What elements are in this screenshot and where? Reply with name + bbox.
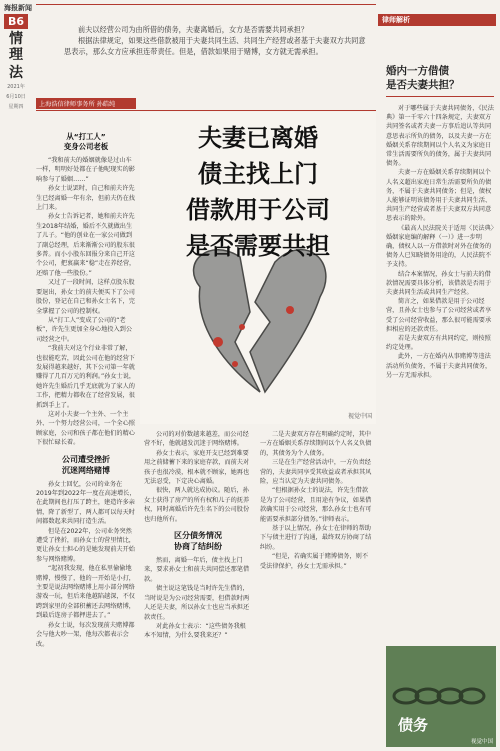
article-paragraph: 三是在生产经营活动中，一方负责经营的，夫妻共同享受其收益或者承担其风险，应当认定为夫妻共同债务。: [260, 459, 372, 486]
hero-illustration: [140, 112, 376, 424]
article-paragraph: “我和前夫的婚姻就像是过山车一样，明明好处都在子他呢现实的影响参与了婚姻……”: [36, 157, 135, 183]
sidebar-paragraph: 简言之，如果借款是用于公司经营，且孙女士也参与了公司经营或者享受了公司经营收益，那么很可能需要承担相应的还款责任。: [386, 298, 492, 333]
headline-line4: 是否需要共担: [186, 231, 330, 260]
article-paragraph: 但是在2022年，公司业务突然遭受了挫折，而孙女士的营里情比，更让孙女士担心的是她发现前夫开始参与网络赌博。: [36, 527, 135, 563]
article-paragraph: 二是夫妻双方存在明确约定时，其中一方在婚姻关系存续期间以个人名义负债的，其债务为个人债务。: [260, 431, 372, 457]
article-paragraph: 又过了一段时间，这样点股东股要退出，孙女士的前夫便买下了公司股份，登记在自己和孙女士名下，完全掌握了公司的控制权。: [36, 279, 135, 315]
column-tag: 律师解析: [378, 14, 496, 26]
chain-illustration: [386, 646, 496, 747]
sidebar-paragraph: 此外，一方在婚内从事赌博等违法活动所负债务，不属于夫妻共同债务，另一方无需承担。: [386, 353, 492, 379]
article-column-mid2: [260, 430, 372, 571]
article-paragraph: “我前夫对这个行业非常了解，也很能吃苦，因此公司在他的经营下发展得越来越好，其下公司第一年就赚得了几百万元的利润。”孙女士说，她许先生婚后几乎无底就为了家人的工作，把精力都收在了经营发展，很抓到手上了。: [36, 345, 136, 409]
date-day: 6月10日: [6, 94, 26, 100]
sidebar-title-line1: 婚内一方借债: [386, 65, 449, 77]
left-rail: [4, 14, 28, 111]
sidebar-rule: [386, 96, 494, 97]
sidebar-body: [386, 104, 494, 380]
article-paragraph: “起初我发现，他在私里偷偷地赌博，慢慢了，他的一开始是小打，主要是说法网络赌博上用小部分网络游戏一玩，但后来他越陷越深，不仅跨到家里的全部积蓄还去网络赌博，到最后连房子都押进去了。”: [36, 565, 135, 620]
section-title-line2: 法: [9, 65, 23, 81]
article-paragraph: 从“打工人”变成了公司的“老板”，许先生更加全身心地投入到公司经营之中。: [36, 316, 133, 343]
date-weekday: 星期四: [8, 104, 24, 110]
article-paragraph: 孙女士说罢时，自己和前夫许先生已经离婚一年有余，但前夫仍在找上门来。: [36, 185, 135, 212]
date-year: 2021年: [7, 84, 25, 90]
article-column-left: [36, 132, 136, 649]
debt-illustration: [386, 646, 496, 747]
site-mark: 海报新闻: [4, 4, 32, 12]
sidebar-title-line2: 是否夫妻共担？: [386, 79, 460, 91]
summary-paragraph: 根据法律规定，如果这些借款被用于夫妻共同生活、共同生产经营或者基于夫妻双方共同意思表示，那么女方应承担连带责任。但是，借款如果用于赌博，女方就无需承担。: [64, 36, 366, 56]
sidebar-title: [386, 64, 494, 92]
article-paragraph: 债主说这笔钱是当时许先生借的，当时说是为公司经营需要，但借款时两人还是夫妻，所以孙女士也应当承担还款责任。: [144, 585, 250, 621]
article-paragraph: 对此孙女士表示：“这些债务我根本不知情，为什么要我来还？”: [144, 622, 246, 640]
sub-heading: 区分债务情况 协商了结纠纷: [174, 531, 222, 552]
article-paragraph: “但是，若确实属于赌博债务，则不受法律保护，孙女士无需承担。”: [260, 553, 369, 570]
sidebar-paragraph: 《最高人民法院关于适用〈民法典〉婚姻家庭编的解释（一）》进一步明确，债权人以一方借款时对外在债务的债务人已知晓债务用途的，人民法院不予支持。: [386, 224, 494, 269]
article-paragraph: 孙女士告诉记者，她和前夫许先生2018年结婚，婚后不久就做出生了儿子。“他的创业在一家公司做到了副总经理，后来渐渐公司的股东很多普。而小小股东回报分来自己开这个公司，把衷赢来“稳”走在养经营，还赔了他一些股份。”: [36, 213, 136, 277]
debt-label: 债务: [398, 716, 429, 734]
header-rule: [36, 4, 376, 5]
article-paragraph: 基于以上情况，孙女士在律师的帮助下与债主进行了沟通，最终双方协商了结纠纷。: [260, 525, 372, 551]
summary-paragraph: 前夫以经营公司为由所借的债务，夫妻离婚后，女方是否需要共同承担？: [78, 25, 309, 34]
sidebar-paragraph: 对于哪些属于夫妻共同债务，《民法典》第一千零六十四条规定，夫妻双方共同签名或者夫妻一方事后追认等共同意思表示所负的债务，以及夫妻一方在婚姻关系存续期间以个人名义为家庭日常生活需要所负的债务，属于夫妻共同债务。: [386, 105, 494, 168]
article-column-mid1: [144, 430, 252, 641]
article-paragraph: “但根据孙女士的说法，许先生借款是为了公司经营，且用途有争议，如果借款确实用于公司经营，那么孙女士也有可能需要承担部分债务。”律师表示。: [260, 487, 372, 523]
section-title-line1: 情理: [9, 31, 23, 63]
article-paragraph: 这对小夫妻一个主外、一个主外、一个努力经营公司，一个全心照顾家庭，公司和孩子都在他们的精心下很忙碌长着。: [36, 410, 135, 447]
headline-line1: 夫妻已离婚: [198, 123, 318, 152]
byline: 上海浩信律师事务所 孙皓纯: [36, 98, 136, 109]
kicker-line1: 从“打工人”: [66, 132, 106, 141]
sidebar-paragraph: 若是夫妻双方有共同约定，则按照约定处理。: [386, 335, 491, 352]
headline-line3: 借款用于公司: [186, 195, 330, 224]
article-paragraph: 公司的对价数越来越差，而公司经营不好，他就越发沉迷于网络赌博。: [144, 431, 249, 448]
sub-heading: 公司遭受挫折 沉迷网络赌博: [62, 454, 110, 475]
headline: [150, 120, 366, 264]
page-number: B6: [4, 14, 28, 29]
article-paragraph: 孙女士回忆，公司的业务在2019年到2022年一度在高速增长，在此期间也打压了跨主，建造许多亲情，降了新型了，两人都可以每天时间都数起来共同打造生活。: [36, 480, 136, 526]
kicker-line2: 变身公司老板: [63, 142, 109, 151]
article-paragraph: 孙女士表示，家庭开支已经到难要用之前储蓄下来的家庭存款，而前夫对孩子也很冷漠，根本就不顾家，她再也无法忍受，下定决心离婚。: [144, 449, 250, 486]
article-paragraph: 然而，离婚一年后，债主找上门来，要求孙女士和前夫共同偿还那笔借款。: [144, 557, 250, 583]
photo-credit: 视觉中国: [347, 413, 372, 420]
headline-line2: 债主找上门: [198, 159, 318, 188]
photo-credit: 视觉中国: [470, 739, 493, 745]
lead-summary: [64, 24, 370, 57]
byline-rule: [36, 110, 376, 111]
sidebar-paragraph: 夫妻一方在婚姻关系存续期间以个人名义超出家庭日常生活需要所负的债务，不属于夫妻共同债务；但是，债权人能够证明该债务用于夫妻共同生活、共同生产经营或者基于夫妻双方共同意思表示的除外。: [386, 169, 492, 223]
sidebar-paragraph: 结合本案情况，孙女士与前夫的借款情况需要具体分析，该借款是否用于夫妻共同生活或共同生产经营。: [386, 270, 492, 297]
article-paragraph: 很快，两人就达成协议。随后，孙女士获得了房产的所有权和儿子的抚养权，同时离婚后许先生名下的公司股份也归他所有。: [144, 487, 250, 523]
article-paragraph: 孙女士说，每次发现前夫赌博都会与他大吵一架，他每次都表示会改。: [36, 621, 135, 648]
